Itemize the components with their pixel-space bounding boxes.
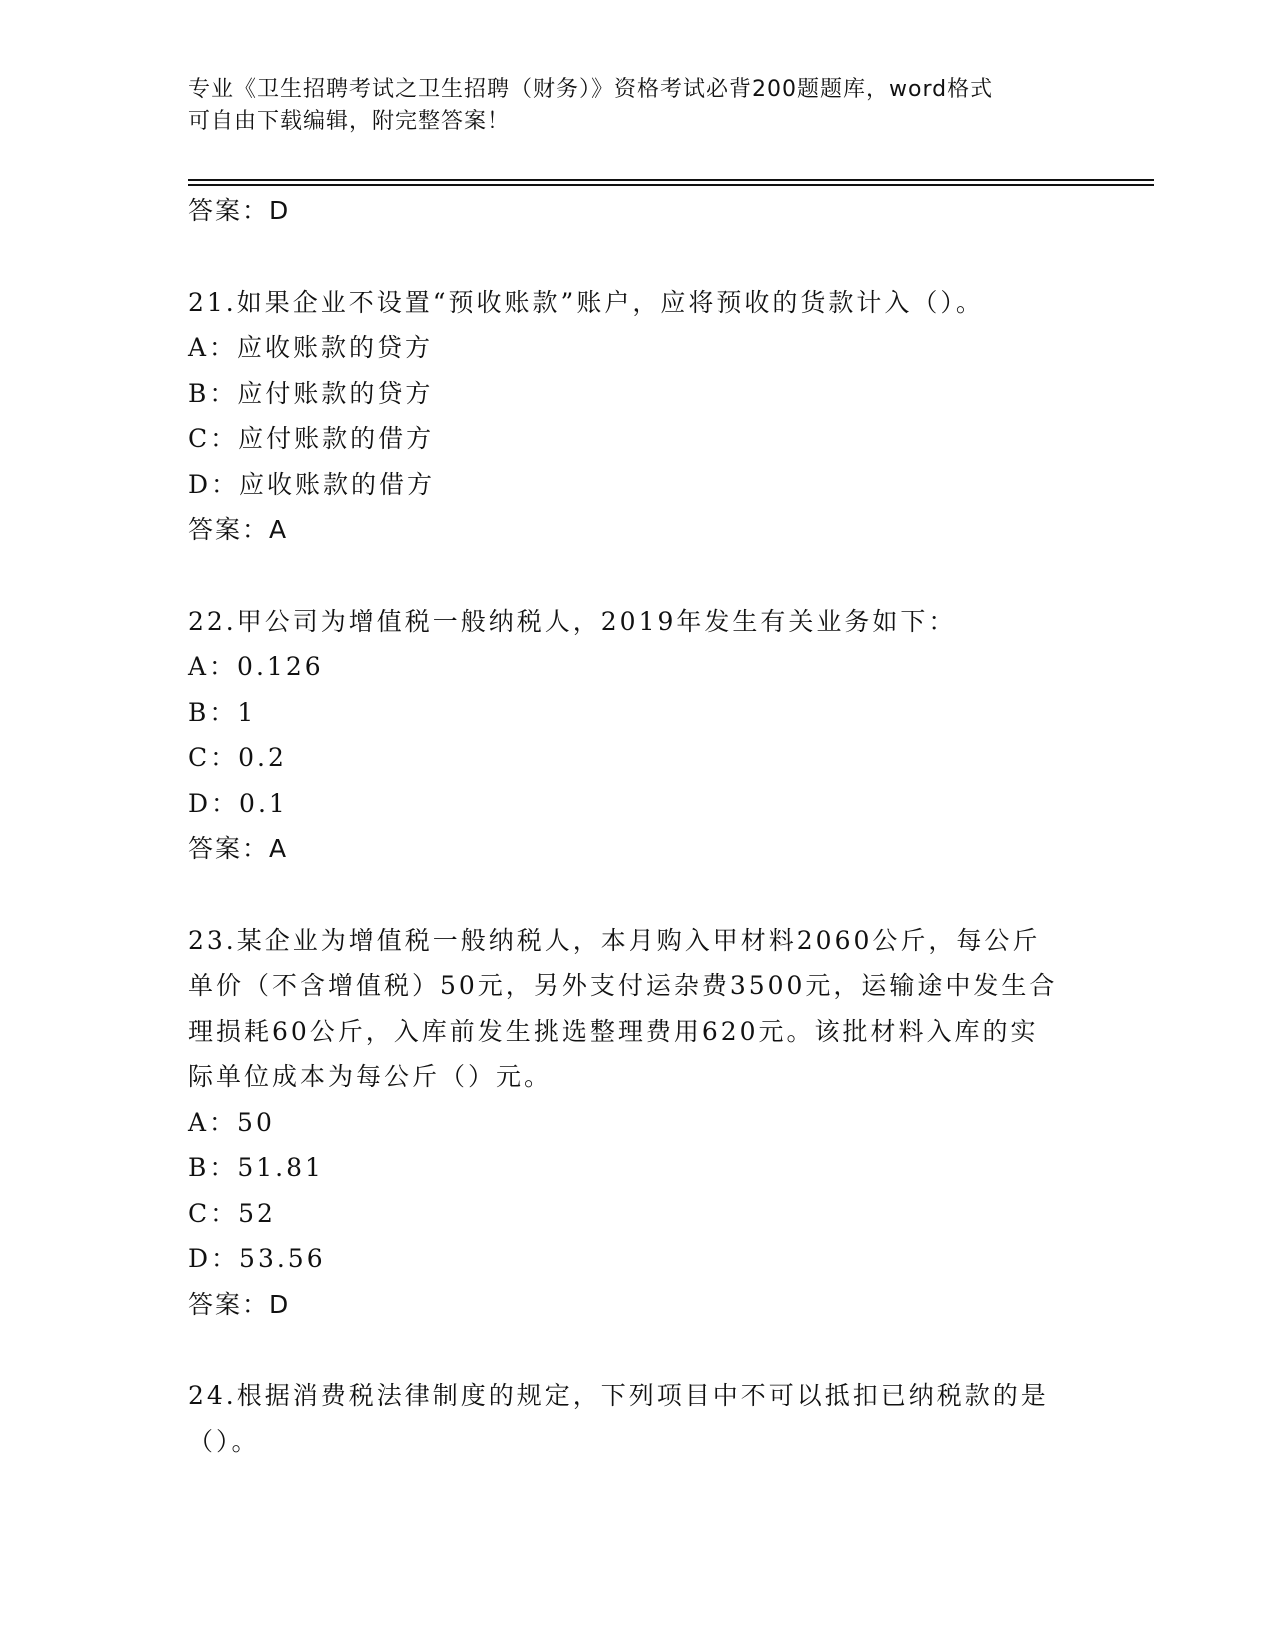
question-stem: 21.如果企业不设置“预收账款”账户，应将预收的货款计入（）。 [188, 287, 984, 317]
answer-line: 答案：D [188, 196, 291, 225]
header-rule-bottom [188, 184, 1154, 186]
spacer [188, 872, 1088, 918]
option-b: B：51.81 [188, 1153, 324, 1182]
option-d: D：0.1 [188, 788, 288, 818]
question-23 [188, 918, 1088, 1328]
question-stem-line-1: 24.根据消费税法律制度的规定，下列项目中不可以抵扣已纳税款的是 [188, 1381, 1049, 1410]
question-stem-line-2: 单价（不含增值税）50元，另外支付运杂费3500元，运输途中发生合 [188, 971, 1058, 1000]
option-a: A：0.126 [188, 652, 324, 681]
option-d: D：53.56 [188, 1244, 326, 1273]
header-line-1: 专业《卫生招聘考试之卫生招聘（财务）》资格考试必背200题题库，word格式 [188, 77, 994, 102]
question-21 [188, 280, 1088, 553]
document-header [188, 74, 1088, 138]
option-c: C：应付账款的借方 [188, 424, 435, 453]
answer-line: 答案：A [188, 834, 289, 863]
question-24 [188, 1373, 1088, 1464]
option-a: A：应收账款的贷方 [188, 333, 434, 362]
answer-line: 答案：D [188, 1289, 291, 1319]
question-stem-line-3: 理损耗60公斤，入库前发生挑选整理费用620元。该批材料入库的实 [188, 1016, 1039, 1046]
option-c: C：0.2 [188, 743, 287, 772]
question-stem: 22.甲公司为增值税一般纳税人，2019年发生有关业务如下： [188, 606, 957, 636]
spacer [188, 234, 1088, 280]
option-a: A：50 [188, 1107, 275, 1137]
question-22 [188, 599, 1088, 872]
header-line-2: 可自由下载编辑，附完整答案！ [188, 109, 511, 134]
header-rule-top [188, 179, 1154, 181]
option-c: C：52 [188, 1198, 276, 1228]
question-stem-line-2: （）。 [188, 1426, 260, 1456]
answer-line: 答案：A [188, 515, 289, 544]
question-stem-line-4: 际单位成本为每公斤（）元。 [188, 1062, 553, 1091]
question-stem-line-1: 23.某企业为增值税一般纳税人，本月购入甲材料2060公斤，每公斤 [188, 925, 1041, 955]
option-b: B：1 [188, 697, 257, 727]
option-b: B：应付账款的贷方 [188, 378, 434, 408]
spacer [188, 553, 1088, 599]
option-d: D：应收账款的借方 [188, 469, 436, 499]
question-list [188, 188, 1088, 1464]
spacer [188, 1327, 1088, 1373]
